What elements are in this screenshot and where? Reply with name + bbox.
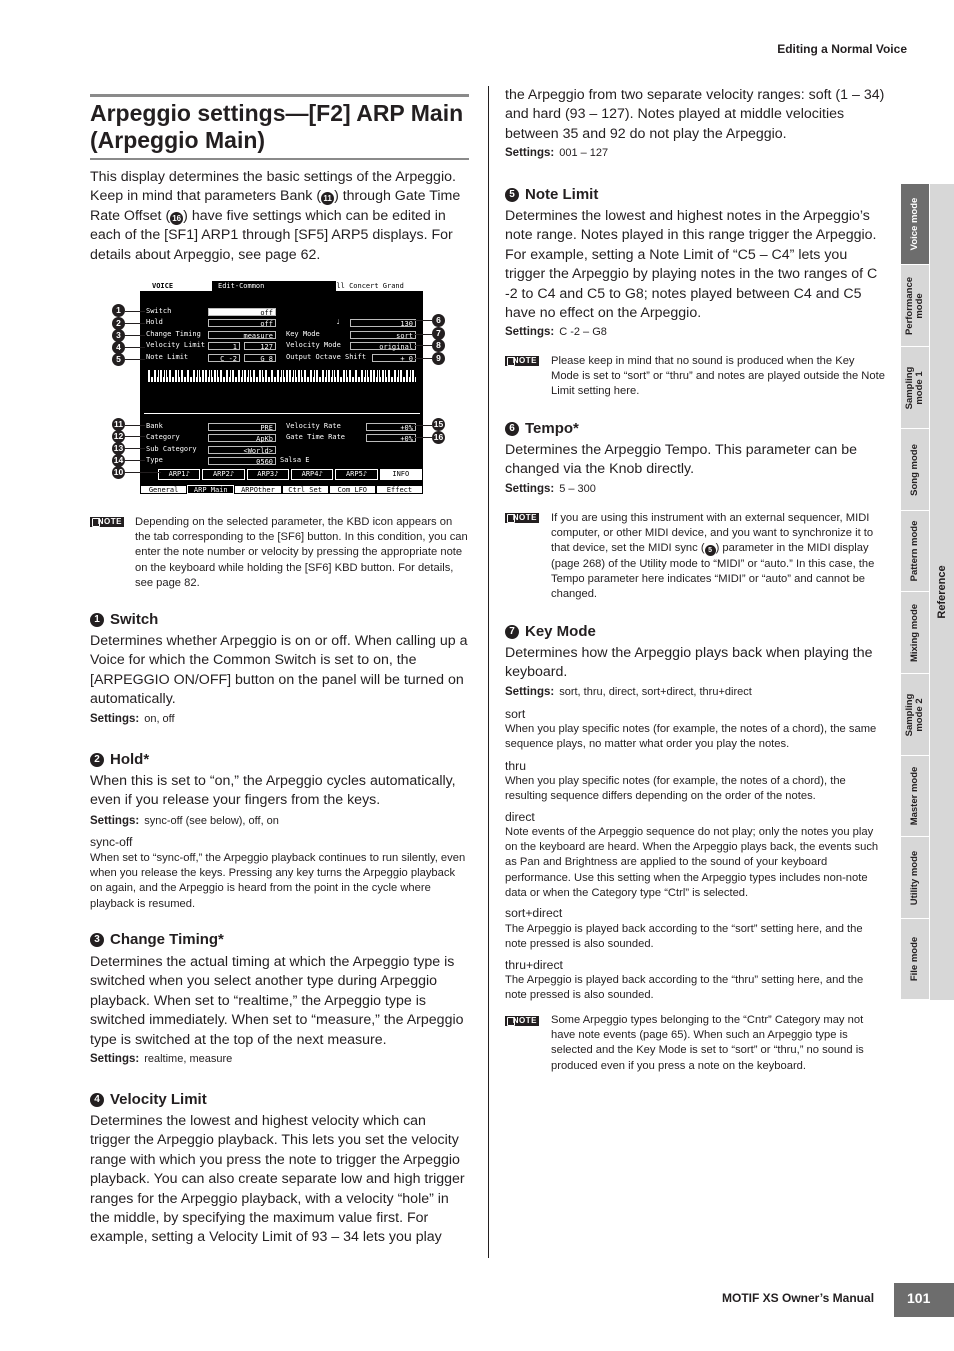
term-sync-off-body: When set to “sync-off,” the Arpeggio playback continues to run silently, even when you release the keys. Pressing any key turns the Arpeggio playback on again, and the Arpeggio is heard from the point in the cycle where playback is resumed. xyxy=(90,852,466,910)
callout-15: 15 xyxy=(433,419,444,429)
lcd-label-velocity-rate: Velocity Rate xyxy=(286,422,341,430)
lcd-label-sub-category: Sub Category xyxy=(146,445,197,453)
lcd-arp4: ARP4♪ xyxy=(291,469,333,480)
term-sort: sort xyxy=(505,707,526,721)
lcd-label-hold: Hold xyxy=(146,318,163,326)
lcd-value-octave-shift: + 0 xyxy=(372,354,416,362)
sidebar-tab-voice-mode[interactable] xyxy=(901,184,929,265)
settings-value: on, off xyxy=(144,713,175,725)
num-circle: 7 xyxy=(505,625,519,639)
lcd-tab-general: General xyxy=(140,485,187,494)
num-circle: 2 xyxy=(90,753,104,767)
page-number: 101 xyxy=(894,1283,954,1317)
term-sort-direct: sort+direct xyxy=(505,906,563,920)
term-thru-direct-body: The Arpeggio is played back according to the “thru” setting here, and the note pressed is also sounded. xyxy=(505,974,864,1002)
settings-label: Settings: xyxy=(90,1053,140,1065)
sidebar-tab-label: Voice mode xyxy=(909,197,920,251)
callout-line xyxy=(125,347,145,348)
callout-13: 13 xyxy=(113,443,124,453)
settings-hold xyxy=(90,815,279,827)
callout-12: 12 xyxy=(113,431,124,441)
lcd-value-sub-category: <World> xyxy=(208,446,276,454)
sidebar-reference xyxy=(930,184,954,1000)
callout-line xyxy=(125,460,145,461)
lcd-divider xyxy=(144,413,420,414)
lcd-mode: VOICE xyxy=(152,282,174,290)
callout-line xyxy=(414,334,432,335)
heading-switch xyxy=(90,611,158,628)
settings-note-limit xyxy=(505,326,607,338)
heading-text: Key Mode xyxy=(525,623,596,640)
callout-7: 7 xyxy=(432,327,445,340)
settings-value: C -2 – G8 xyxy=(559,326,607,338)
callout-line xyxy=(414,345,432,346)
lcd-tempo-icon: ♩ xyxy=(336,318,341,326)
term-thru-body: When you play specific notes (for example, the notes of a chord), the resulting sequence differs depending on the order of the notes. xyxy=(505,775,846,803)
intro-paragraph xyxy=(90,168,470,265)
heading-text: Hold* xyxy=(110,751,150,768)
lcd-arp5: ARP5♪ xyxy=(335,469,377,480)
lcd-value-type: 0560 xyxy=(208,457,276,465)
lcd-label-octave-shift: Output Octave Shift xyxy=(286,353,367,361)
lcd-tab-arp-other: ARPOther xyxy=(234,485,281,494)
settings-label: Settings: xyxy=(90,713,140,725)
lcd-label-velocity-limit: Velocity Limit xyxy=(146,341,206,349)
settings-tempo xyxy=(505,483,596,495)
intro-text-c: ) have five settings which can be edited in each of the [SF1] ARP1 through [SF5] ARP5 displays. For details about Arpeggio, see page 62. xyxy=(90,207,453,263)
callout-line xyxy=(125,425,145,426)
lcd-value-hold: off xyxy=(208,319,276,327)
callout-5: 5 xyxy=(112,353,125,366)
lcd-label-category: Category xyxy=(146,433,180,441)
lcd-edit: Edit-Common xyxy=(212,281,336,291)
callout-line xyxy=(125,472,161,473)
term-thru: thru xyxy=(505,759,527,773)
lcd-arp1: ARP1♪ xyxy=(158,469,200,480)
lcd-value-key-mode: sort xyxy=(350,331,416,339)
lcd-voice-name: Full Concert Grand xyxy=(328,282,404,290)
heading-change-timing xyxy=(90,931,224,948)
term-direct: direct xyxy=(505,810,535,824)
note-tempo-b: ) parameter in the MIDI display (page 268) of the Utility mode to “MIDI” or “auto.” In this case, the Tempo parameter here indicates “MIDI” or “auto” and cannot be changed. xyxy=(551,542,875,601)
term-sync-off: sync-off xyxy=(90,835,133,849)
lcd-value-note-high: G 8 xyxy=(244,354,276,362)
heading-tempo xyxy=(505,420,579,437)
lcd-label-gate-time-rate: Gate Time Rate xyxy=(286,433,346,441)
lcd-label-note-limit: Note Limit xyxy=(146,353,189,361)
heading-text: Tempo* xyxy=(525,420,579,437)
callout-line xyxy=(125,335,145,336)
settings-value: 5 – 300 xyxy=(559,483,596,495)
sidebar-tab-performance-mode[interactable] xyxy=(901,265,929,347)
lcd-label-bank: Bank xyxy=(146,422,163,430)
settings-label: Settings: xyxy=(505,147,555,159)
callout-6: 6 xyxy=(432,314,445,327)
settings-key-mode xyxy=(505,686,752,698)
num-circle: 3 xyxy=(90,933,104,947)
body-switch: Determines whether Arpeggio is on or off. When calling up a Voice for which the Common Switch is set to on, the [ARPEGGIO ON/OFF] button on the panel will be turned on automatically. xyxy=(90,633,468,708)
heading-note-limit xyxy=(505,186,598,203)
callout-line xyxy=(125,448,145,449)
column-divider xyxy=(488,86,489,1258)
note-icon: NOTE xyxy=(505,356,539,366)
body-key-mode: Determines how the Arpeggio plays back when playing the keyboard. xyxy=(505,645,873,681)
term-direct-body: Note events of the Arpeggio sequence do not play; only the notes you play on the keyboard are heard. When the Arpeggio plays back, the events such as Pan and Brightness are applied to the sound of your keyboard performance. Use this setting when the Arpeggio types includes non-note data or when the Category type “Ctrl” is selected. xyxy=(505,826,879,899)
lcd-label-key-mode: Key Mode xyxy=(286,330,320,338)
body-hold: When this is set to “on,” the Arpeggio cycles automatically, even if you release your fingers from the keys. xyxy=(90,773,456,809)
settings-switch xyxy=(90,713,175,725)
settings-value: 001 – 127 xyxy=(559,147,609,159)
lcd-tab-arp-main: ARP Main xyxy=(187,485,234,494)
running-header: Editing a Normal Voice xyxy=(777,42,907,56)
callout-line xyxy=(125,311,145,312)
lcd-value-bank: PRE xyxy=(208,423,276,431)
lcd-tab-effect: Effect xyxy=(376,485,423,494)
lcd-label-change-timing: Change Timing xyxy=(146,330,201,338)
note-icon: NOTE xyxy=(505,513,539,523)
lcd-arp3: ARP3♪ xyxy=(247,469,289,480)
callout-3: 3 xyxy=(112,329,125,342)
term-sort-direct-body: The Arpeggio is played back according to the “sort” setting here, and the note pressed is also sounded. xyxy=(505,923,863,951)
lcd-value-tempo: 130 xyxy=(350,319,416,327)
lcd-tab-com-lfo: Com LFO xyxy=(329,485,376,494)
sidebar-tab-label: Performance mode xyxy=(904,276,925,335)
body-note-limit: Determines the lowest and highest notes in the Arpeggio’s note range. Notes played in this range trigger the Arpeggio. For example, setting a Note Limit of “C5 – C4” lets you trigger the Arpeggio by playing notes in the two ranges of C -2 to C4 and C5 to G8; notes played between C4 and C5 have no effect on the Arpeggio. xyxy=(505,208,878,322)
lcd-value-velocity-mode: original xyxy=(350,342,416,350)
settings-velocity-limit xyxy=(505,147,608,159)
sidebar-tab-sampling-mode-1[interactable] xyxy=(901,347,929,429)
lcd-value-gate-time-rate: +0% xyxy=(366,434,416,442)
ref-number: 16 xyxy=(170,212,183,225)
note-icon: NOTE xyxy=(90,517,124,527)
lcd-label-switch: Switch xyxy=(146,307,172,315)
heading-key-mode xyxy=(505,623,596,640)
heading-text: Change Timing* xyxy=(110,931,224,948)
num-circle: 6 xyxy=(505,422,519,436)
term-thru-direct: thru+direct xyxy=(505,958,563,972)
note-icon: NOTE xyxy=(505,1016,539,1026)
callout-line xyxy=(414,425,432,426)
callout-14: 14 xyxy=(113,455,124,465)
body-velocity-limit: Determines the lowest and highest velocity which can trigger the Arpeggio playback. This lets you set the velocity range with which you press the note to trigger the Arpeggio playback. You can also create separate low and high trigger ranges for the Arpeggio playback, with a velocity “hole” in the middle, by specifying the maximum value first. For example, setting a Velocity Limit of 93 – 34 lets you play xyxy=(90,1113,465,1246)
note-kbd: Depending on the selected parameter, the KBD icon appears on the tab corresponding to the [SF6] button. In this condition, you can enter the note number or velocity by pressing the appropriate note on the keyboard while holding the [SF6] KBD button. For details, see page 82. xyxy=(135,516,468,589)
callout-16: 16 xyxy=(433,432,444,442)
callout-line xyxy=(414,320,432,321)
settings-label: Settings: xyxy=(505,686,555,698)
note-key-mode: Some Arpeggio types belonging to the “Cntr” Category may not have note events (page 65). When such an Arpeggio type is selected and the Key Mode is set to “sort” or “thru,” no sound is produced even if you press a note on the keyboard. xyxy=(551,1014,864,1072)
callout-line xyxy=(125,323,145,324)
heading-text: Switch xyxy=(110,611,159,628)
lcd-value-note-low: C -2 xyxy=(208,354,240,362)
sidebar-tab-label: Utility mode xyxy=(909,850,920,905)
lcd-value-change-timing: measure xyxy=(208,331,276,339)
settings-label: Settings: xyxy=(90,815,140,827)
heading-text: Velocity Limit xyxy=(110,1091,207,1108)
lcd-arp2: ARP2♪ xyxy=(202,469,244,480)
sidebar-tab-mixing-mode[interactable] xyxy=(901,592,929,674)
sidebar-tab-label: Song mode xyxy=(909,443,920,496)
lcd-keyboard-black-keys xyxy=(148,370,416,377)
callout-1: 1 xyxy=(112,304,125,317)
callout-line xyxy=(125,436,145,437)
settings-value: sync-off (see below), off, on xyxy=(144,815,279,827)
lcd-info: INFO xyxy=(380,469,422,480)
sidebar-tab-master-mode[interactable] xyxy=(901,756,929,837)
heading-velocity-limit xyxy=(90,1091,207,1108)
intro-text-b: ) through Gate Time Rate Offset ( xyxy=(90,188,461,224)
num-circle: 5 xyxy=(505,188,519,202)
lcd-value-velocity-rate: +0% xyxy=(366,423,416,431)
sidebar-tab-pattern-mode[interactable] xyxy=(901,511,929,592)
callout-line xyxy=(414,358,432,359)
lcd-tabs xyxy=(140,485,423,494)
sidebar-reference-label: Reference xyxy=(936,565,948,619)
settings-change-timing xyxy=(90,1053,232,1065)
section-title: Arpeggio settings—[F2] ARP Main (Arpeggio Main) xyxy=(90,100,464,153)
callout-9: 9 xyxy=(432,352,445,365)
sidebar-tab-sampling-mode-2[interactable] xyxy=(901,674,929,756)
lcd-value-velocity-low: 1 xyxy=(208,342,240,350)
lcd-arp-buttons xyxy=(158,469,422,480)
callout-2: 2 xyxy=(112,317,125,330)
settings-value: sort, thru, direct, sort+direct, thru+direct xyxy=(559,686,752,698)
settings-label: Settings: xyxy=(505,326,555,338)
lcd-value-velocity-high: 127 xyxy=(244,342,276,350)
lcd-tab-ctrl-set: Ctrl Set xyxy=(282,485,329,494)
lcd-value-type-name: Salsa E xyxy=(280,456,310,464)
num-circle: 1 xyxy=(90,613,104,627)
callout-line xyxy=(414,437,432,438)
ref-number: 5 xyxy=(705,545,716,556)
sidebar-tab-label: Sampling mode 1 xyxy=(904,366,925,409)
body-velocity-limit-cont: the Arpeggio from two separate velocity ranges: soft (1 – 34) and hard (93 – 127). Notes played at middle velocities between 35 and 92 do not play the Arpeggio. xyxy=(505,87,885,142)
term-sort-body: When you play specific notes (for example, the notes of a chord), the same sequence plays, no matter what order you play the notes. xyxy=(505,723,877,751)
heading-text: Note Limit xyxy=(525,186,599,203)
sidebar-tab-label: Sampling mode 2 xyxy=(904,693,925,736)
mode-sidebar xyxy=(901,184,954,1000)
lcd-value-category: ApKb xyxy=(208,434,276,442)
sidebar-tab-file-mode[interactable] xyxy=(901,919,929,1000)
callout-line xyxy=(125,359,145,360)
ref-number: 11 xyxy=(321,192,334,205)
sidebar-tab-song-mode[interactable] xyxy=(901,429,929,511)
sidebar-tab-label: File mode xyxy=(909,936,920,982)
settings-label: Settings: xyxy=(505,483,555,495)
body-change-timing: Determines the actual timing at which the Arpeggio type is switched when you select another type during Arpeggio playback. When set to “realtime,” the Arpeggio type is switched immediately. When set to “measure,” the Arpeggio type is switched at the top of the next measure. xyxy=(90,954,464,1048)
footer-title: MOTIF XS Owner’s Manual xyxy=(722,1291,875,1305)
lcd-screen xyxy=(140,281,423,494)
note-tempo xyxy=(551,511,885,602)
section-title-box xyxy=(90,94,469,160)
intro-text-a: This display determines the basic settings of the Arpeggio. Keep in mind that parameters Bank ( xyxy=(90,169,456,205)
num-circle: 4 xyxy=(90,1093,104,1107)
note-note-limit: Please keep in mind that no sound is produced when the Key Mode is set to “sort” or “thru” and notes are played outside the Note Limit setting here. xyxy=(551,355,885,398)
sidebar-tab-label: Mixing mode xyxy=(909,603,920,662)
sidebar-tab-utility-mode[interactable] xyxy=(901,837,929,919)
note-tempo-a: If you are using this instrument with an external sequencer, MIDI computer, or other MIDI device, and you want to synchronize it to that device, set the MIDI sync ( xyxy=(551,512,874,555)
body-tempo: Determines the Arpeggio Tempo. This parameter can be changed via the Knob directly. xyxy=(505,442,857,478)
callout-4: 4 xyxy=(112,341,125,354)
settings-value: realtime, measure xyxy=(144,1053,233,1065)
heading-hold xyxy=(90,751,149,768)
callout-11: 11 xyxy=(114,419,123,429)
sidebar-tab-label: Pattern mode xyxy=(909,520,920,582)
lcd-value-switch: off xyxy=(208,308,276,316)
callout-8: 8 xyxy=(432,339,445,352)
callout-10: 10 xyxy=(113,467,124,477)
lcd-label-type: Type xyxy=(146,456,163,464)
sidebar-tab-label: Master mode xyxy=(909,766,920,826)
lcd-label-velocity-mode: Velocity Mode xyxy=(286,341,341,349)
